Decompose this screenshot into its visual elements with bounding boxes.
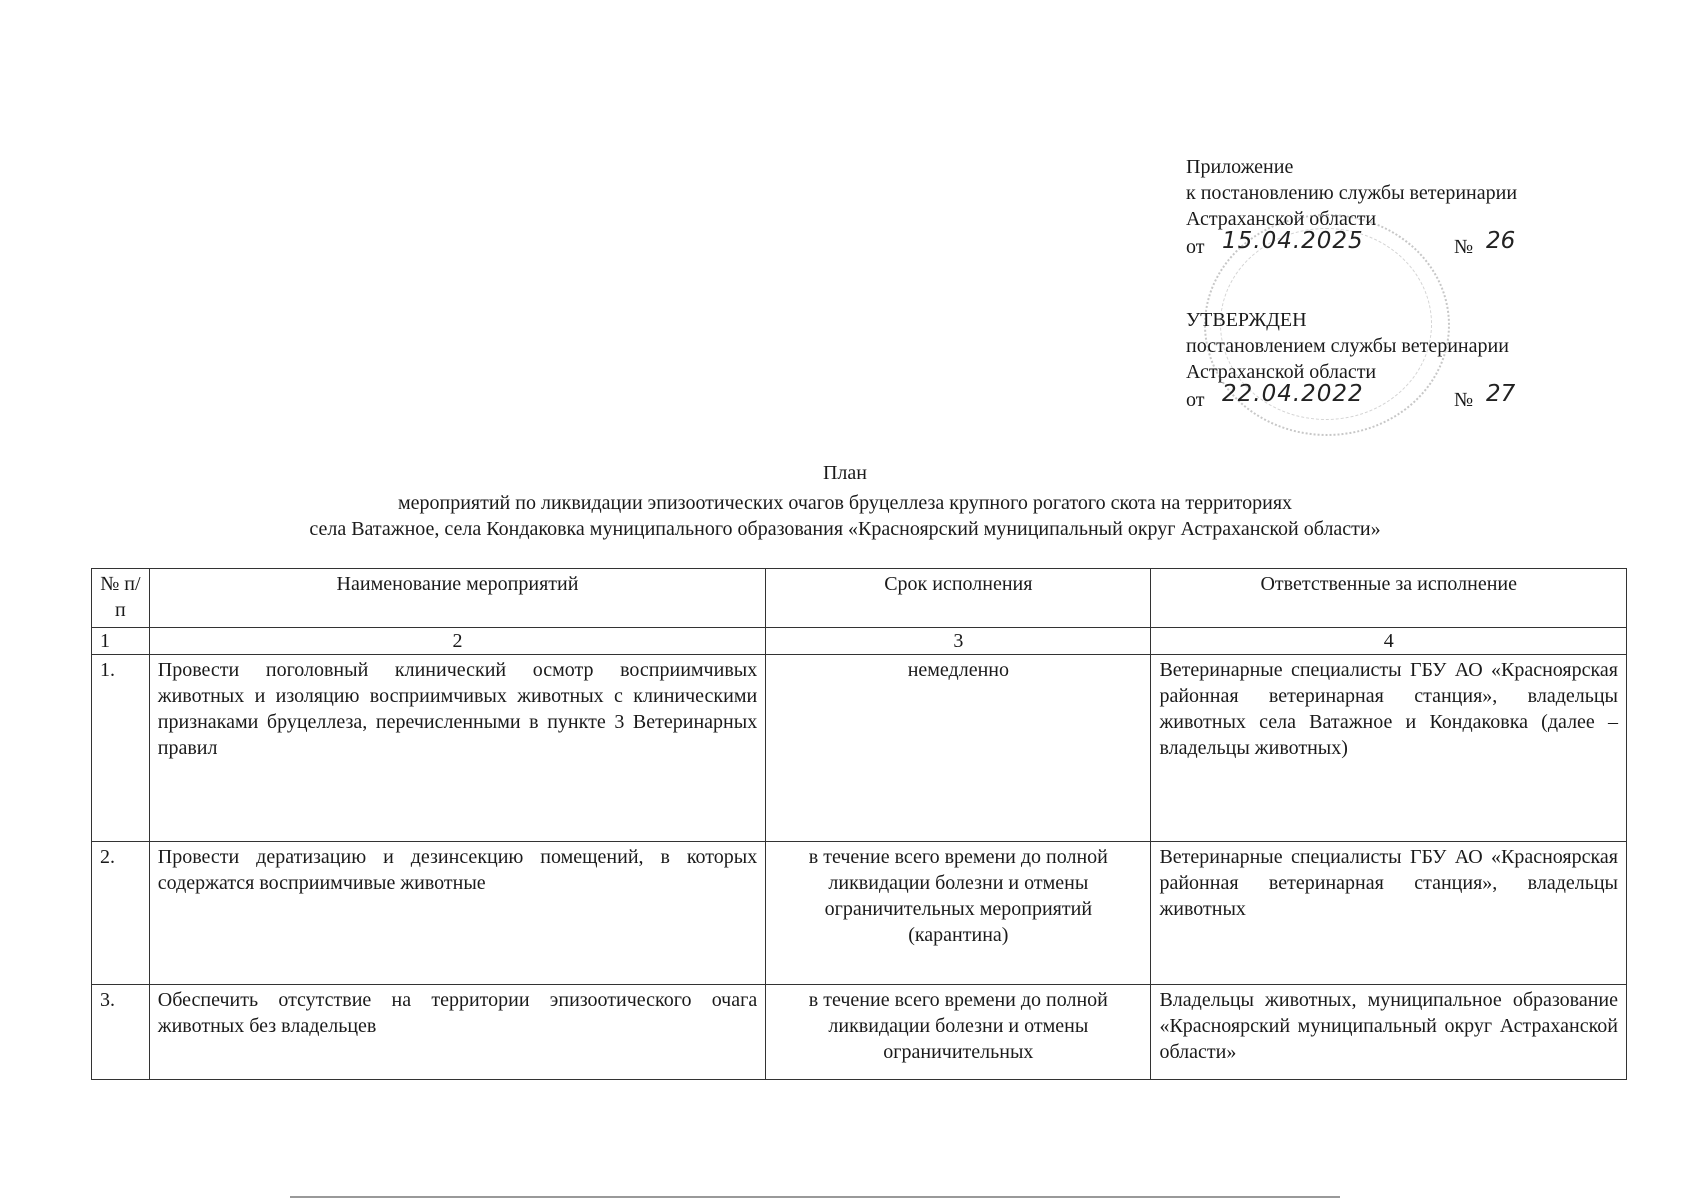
table-row	[92, 655, 1627, 842]
row-number: 2.	[92, 842, 150, 985]
page-bottom-edge-line	[290, 1196, 1340, 1198]
annex-number-label: №	[1454, 236, 1474, 258]
row-responsible: Ветеринарные специалисты ГБУ АО «Красноярская районная ветеринарная станция», владельцы животных села Ватажное и Кондаковка (далее – владельцы животных)	[1151, 655, 1627, 842]
approved-handwritten-number: 27	[1486, 381, 1516, 407]
header-term: Срок исполнения	[766, 569, 1151, 628]
approved-line-3: Астраханской области	[1186, 361, 1377, 383]
annex-from-label: от	[1186, 236, 1205, 258]
table-row	[92, 842, 1627, 985]
row-number: 1.	[92, 655, 150, 842]
approved-number-label: №	[1454, 389, 1474, 411]
approved-from-label: от	[1186, 389, 1205, 411]
column-number-2: 2	[149, 628, 765, 655]
header-action: Наименование мероприятий	[149, 569, 765, 628]
row-responsible: Владельцы животных, муниципальное образование «Красноярский муниципальный округ Астраханской области»	[1151, 985, 1627, 1080]
header-number: № п/п	[92, 569, 150, 628]
row-responsible: Ветеринарные специалисты ГБУ АО «Красноярская районная ветеринарная станция», владельцы животных	[1151, 842, 1627, 985]
annex-handwritten-date: 15.04.2025	[1222, 228, 1364, 254]
row-action: Провести поголовный клинический осмотр восприимчивых животных и изоляцию восприимчивых животных с клиническими признаками бруцеллеза, перечисленными в пункте 3 Ветеринарных правил	[149, 655, 765, 842]
annex-line-1: Приложение	[1186, 156, 1294, 178]
plan-title: План	[822, 462, 867, 484]
row-number: 3.	[92, 985, 150, 1080]
annex-header	[1186, 154, 1517, 260]
plan-subtitle-line-1: мероприятий по ликвидации эпизоотических очагов бруцеллеза крупного рогатого скота на территориях	[397, 492, 1293, 514]
row-term: в течение всего времени до полной ликвидации болезни и отмены ограничительных	[766, 985, 1151, 1080]
column-number-1: 1	[92, 628, 150, 655]
annex-line-2: к постановлению службы ветеринарии	[1186, 182, 1518, 204]
annex-date-line	[1186, 228, 1517, 260]
plan-subtitle-line-2: села Ватажное, села Кондаковка муниципального образования «Красноярский муниципальный округ Астраханской области»	[309, 518, 1381, 540]
table-column-number-row	[92, 628, 1627, 655]
row-term: немедленно	[766, 655, 1151, 842]
table-header-row	[92, 569, 1627, 628]
approved-handwritten-date: 22.04.2022	[1222, 381, 1364, 407]
header-responsible: Ответственные за исполнение	[1151, 569, 1627, 628]
annex-line-3: Астраханской области	[1186, 208, 1377, 230]
table-row	[92, 985, 1627, 1080]
row-action: Обеспечить отсутствие на территории эпизоотического очага животных без владельцев	[149, 985, 765, 1080]
annex-handwritten-number: 26	[1486, 228, 1516, 254]
column-number-3: 3	[766, 628, 1151, 655]
approved-date-line	[1186, 381, 1516, 413]
column-number-4: 4	[1151, 628, 1627, 655]
approved-line-1: УТВЕРЖДЕН	[1186, 309, 1307, 331]
plan-table	[91, 568, 1627, 1080]
row-action: Провести дератизацию и дезинсекцию помещений, в которых содержатся восприимчивые животные	[149, 842, 765, 985]
approved-line-2: постановлением службы ветеринарии	[1186, 335, 1509, 357]
row-term: в течение всего времени до полной ликвидации болезни и отмены ограничительных мероприятий (карантина)	[766, 842, 1151, 985]
approved-header	[1186, 307, 1516, 413]
